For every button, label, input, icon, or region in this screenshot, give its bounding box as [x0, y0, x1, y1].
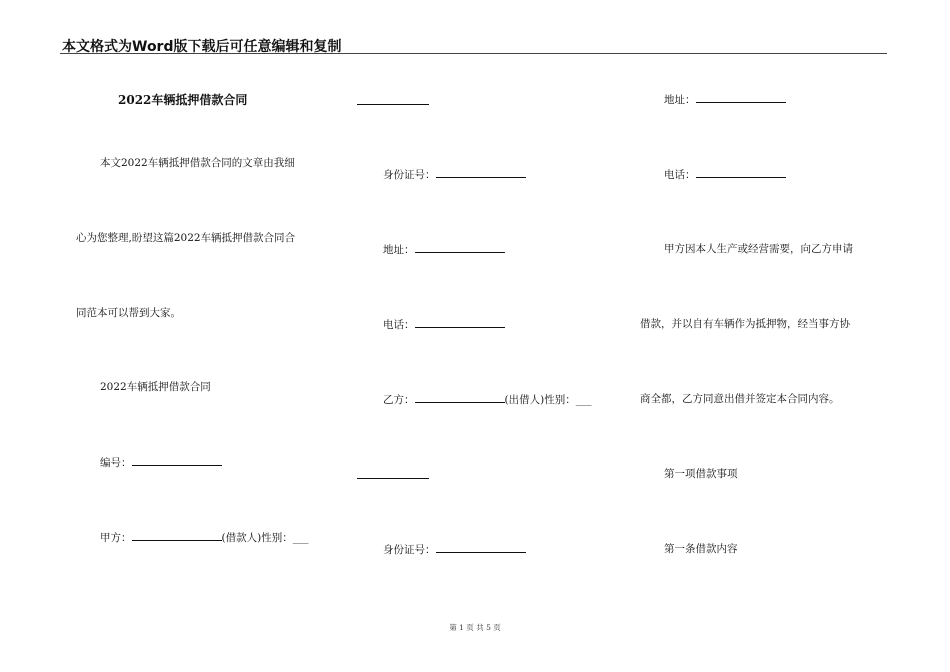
- underline-blank-middle: [357, 478, 429, 479]
- intro-line-1: 本文2022车辆抵押借款合同的文章由我细: [100, 157, 295, 169]
- party-a-label: 甲方：: [100, 532, 132, 544]
- contract-number-blank: [132, 455, 222, 466]
- phone-label-col2: 电话：: [383, 319, 415, 331]
- phone-row-col3: [664, 167, 786, 182]
- underline-blank-top: [357, 104, 429, 105]
- party-b-row: [383, 392, 591, 407]
- phone-blank-col3: [696, 167, 786, 178]
- id-row-1: [383, 167, 526, 182]
- party-a-gender-blank: ___: [292, 532, 309, 544]
- body-paragraph-line-3: 商全都，乙方同意出借并签定本合同内容。: [640, 393, 840, 405]
- id-blank-1: [436, 167, 526, 178]
- id-label-2: 身份证号：: [383, 544, 436, 556]
- address-label-col2: 地址：: [383, 244, 415, 256]
- intro-line-3: 同范本可以帮到大家。: [76, 307, 181, 319]
- phone-row-col2: [383, 317, 505, 332]
- party-a-row: [100, 530, 308, 545]
- party-b-label: 乙方：: [383, 394, 415, 406]
- document-banner: 本文格式为Word版下载后可任意编辑和复制: [62, 39, 342, 55]
- contract-number-label: 编号：: [100, 457, 132, 469]
- id-blank-2: [436, 542, 526, 553]
- contract-number-row: [100, 455, 222, 470]
- section-heading-1: 第一项借款事项: [664, 468, 738, 480]
- address-blank-col2: [415, 242, 505, 253]
- banner-divider: [60, 53, 887, 54]
- party-b-name-blank: [415, 392, 505, 403]
- document-title: 2022车辆抵押借款合同: [118, 93, 248, 107]
- page-number: 第 1 页 共 5 页: [449, 623, 501, 632]
- party-b-gender-blank: ___: [575, 394, 592, 406]
- id-row-2: [383, 542, 526, 557]
- party-b-role: (出借人)性别：: [504, 394, 576, 406]
- phone-blank-col2: [415, 317, 505, 328]
- id-label-1: 身份证号：: [383, 169, 436, 181]
- contract-subtitle: 2022车辆抵押借款合同: [100, 381, 211, 393]
- phone-label-col3: 电话：: [664, 169, 696, 181]
- intro-line-2: 心为您整理,盼望这篇2022车辆抵押借款合同合: [76, 232, 296, 244]
- address-blank-col3: [696, 92, 786, 103]
- address-row-col3: [664, 92, 786, 107]
- address-row-col2: [383, 242, 505, 257]
- article-heading-1: 第一条借款内容: [664, 543, 738, 555]
- party-a-name-blank: [132, 530, 222, 541]
- address-label-col3: 地址：: [664, 94, 696, 106]
- body-paragraph-line-1: 甲方因本人生产或经营需要，向乙方申请: [664, 243, 853, 255]
- body-paragraph-line-2: 借款，并以自有车辆作为抵押物，经当事方协: [640, 318, 850, 330]
- party-a-role: (借款人)性别：: [221, 532, 293, 544]
